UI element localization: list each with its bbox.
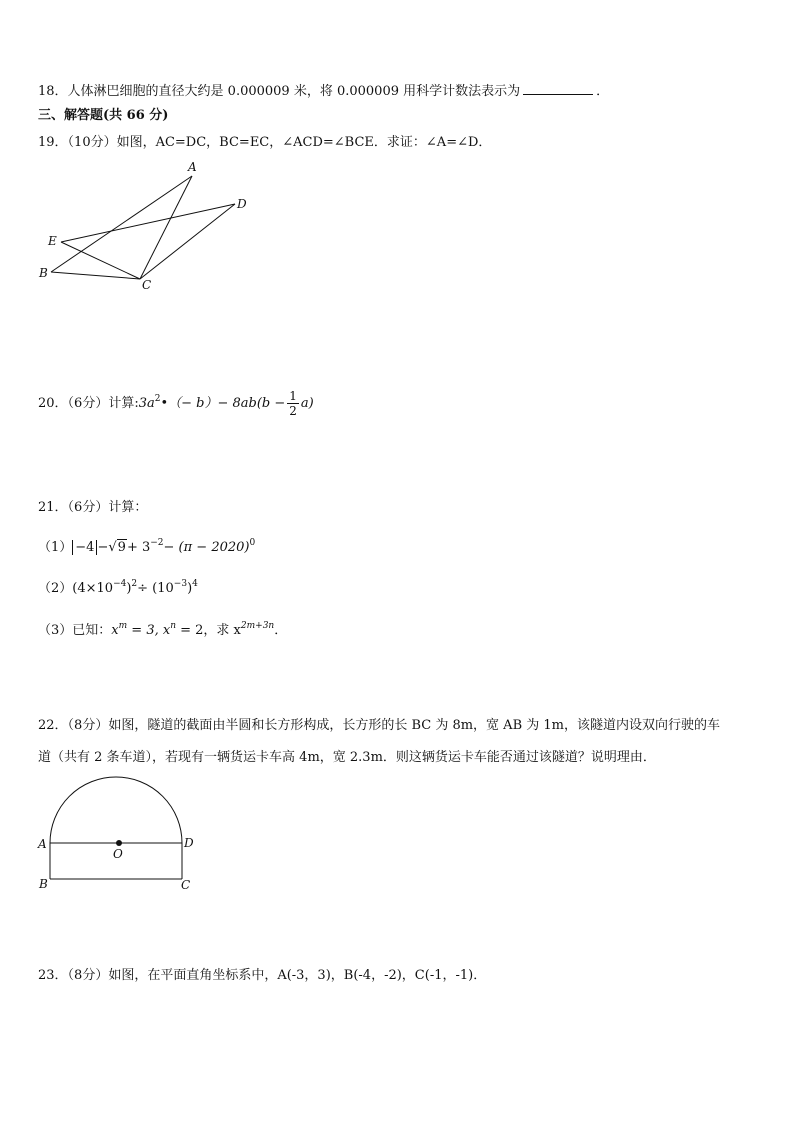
q18-end: ．	[596, 84, 610, 99]
q20-prefix: 20．（6分）计算:	[38, 396, 139, 411]
q21-p1-sqrt: √9	[108, 540, 126, 555]
segment-cd	[140, 204, 235, 279]
q21-p3-exp-m: m	[118, 621, 128, 631]
q21-p2-d: )	[187, 581, 193, 596]
q21-p1-paren: − (π − 2020)	[163, 540, 250, 555]
question-21-title: 21．（6分）计算：	[38, 500, 148, 515]
label-a: A	[188, 160, 197, 174]
q21-p1-label: （1）	[38, 540, 73, 555]
q20-fraction	[287, 389, 299, 418]
q20-term-b: •（− b）− 8ab(b −	[160, 396, 286, 411]
q21-p2-exp3: −3	[173, 579, 188, 589]
q18-text: 18．人体淋巴细胞的直径大约是 0.000009 米，将 0.000009 用科学计数法表示为	[38, 84, 521, 99]
q21-p2-label: （2）	[38, 581, 73, 596]
label-a: A	[38, 837, 47, 851]
q21-p3-eq2: = 2，求 x	[176, 623, 241, 638]
semicircle-arc	[50, 777, 182, 843]
question-22-line-2: 道（共有 2 条车道），若现有一辆货运卡车高 4m，宽 2.3m．则这辆货运卡车能否通过该隧道？说明理由．	[38, 750, 656, 765]
label-o: O	[113, 847, 123, 861]
q21-p2-c: ÷ (10	[137, 581, 174, 596]
q20-term-a: 3a	[138, 396, 155, 411]
center-point-o	[116, 840, 122, 846]
label-b: B	[39, 266, 48, 280]
q19-figure	[30, 155, 270, 295]
q20-frac-num: 1	[289, 389, 297, 403]
q21-p3-exp2: 2m+3n	[240, 621, 275, 631]
q21-p1-radicand: 9	[117, 540, 126, 555]
label-e: E	[48, 234, 57, 248]
question-21-part-3	[38, 617, 287, 640]
q21-p3-label: （3）已知：	[38, 623, 112, 638]
q21-p2-a: (4×10	[72, 581, 114, 596]
label-d: D	[237, 197, 247, 211]
question-21-part-1	[38, 534, 255, 557]
segment-ac	[140, 176, 192, 279]
q21-p2-exp2: 2	[131, 579, 138, 589]
question-18	[38, 82, 609, 101]
question-21-part-2	[38, 575, 198, 598]
q21-p2-exp4: 4	[192, 579, 198, 589]
q21-p3-exp-n: n	[170, 621, 176, 631]
question-22-line-1: 22．（8分）如图，隧道的截面由半圆和长方形构成，长方形的长 BC 为 8m，宽 AB 为 1m，该隧道内设双向行驶的车	[38, 718, 720, 733]
question-19: 19．（10分）如图，AC=DC，BC=EC，∠ACD=∠BCE．求证：∠A=∠D．	[38, 135, 492, 150]
q20-term-c: a)	[300, 396, 314, 411]
q21-p2-exp1: −4	[113, 579, 127, 589]
q21-p1-minus: −	[97, 540, 109, 555]
segment-ed	[61, 204, 235, 242]
q21-p3-eq1: = 3, x	[127, 623, 171, 638]
q21-p1-exp2: 0	[249, 538, 256, 548]
q22-tunnel-figure	[30, 772, 210, 897]
q20-frac-den: 2	[289, 404, 297, 418]
q21-p1-abs: −4	[72, 540, 97, 555]
section-title: 三、解答题(共 66 分)	[38, 108, 169, 123]
q21-p2-b: )	[126, 581, 132, 596]
label-d: D	[184, 836, 194, 850]
question-20	[38, 386, 314, 418]
label-c: C	[142, 278, 152, 292]
q21-p3-end: ．	[274, 623, 288, 638]
q21-p1-power: + 3	[126, 540, 151, 555]
q20-exp: 2	[154, 394, 161, 404]
question-23: 23．（8分）如图，在平面直角坐标系中，A(-3，3)，B(-4，-2)，C(-1，-1)．	[38, 968, 487, 983]
label-c: C	[181, 878, 191, 892]
answer-blank	[523, 82, 593, 95]
segment-ba	[51, 176, 192, 272]
q21-p1-exp: −2	[150, 538, 164, 548]
label-b: B	[39, 877, 48, 891]
q21-p3-x: x	[111, 623, 119, 638]
